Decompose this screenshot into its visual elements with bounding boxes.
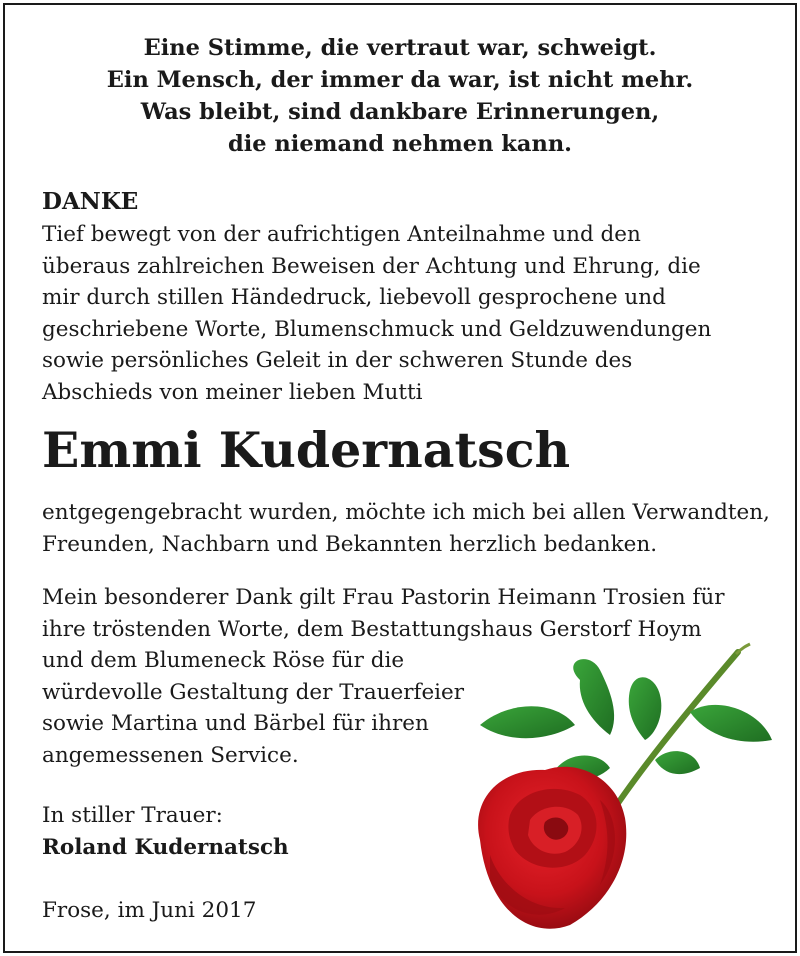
poem-line: Eine Stimme, die vertraut war, schweigt. bbox=[143, 35, 657, 61]
text-line: sowie persönliches Geleit in der schweren Stunde des bbox=[42, 348, 633, 373]
text-line: Mein besonderer Dank gilt Frau Pastorin Heimann Trosien für bbox=[42, 585, 725, 610]
text-line: geschriebene Worte, Blumenschmuck und Geldzuwendungen bbox=[42, 316, 712, 342]
poem-line: die niemand nehmen kann. bbox=[227, 131, 573, 157]
closing-text: In stiller Trauer: bbox=[42, 803, 223, 828]
poem-line: Ein Mensch, der immer da war, ist nicht mehr. bbox=[106, 67, 694, 93]
thanks-continuation bbox=[42, 497, 770, 560]
memorial-poem bbox=[0, 32, 800, 160]
red-rose-icon bbox=[460, 640, 780, 946]
text-line: entgegengebracht wurden, möchte ich mich bei allen Verwandten, bbox=[42, 500, 770, 525]
thanks-heading: DANKE bbox=[42, 188, 139, 215]
text-line: Abschieds von meiner lieben Mutti bbox=[42, 379, 423, 405]
deceased-name: Emmi Kudernatsch bbox=[42, 421, 571, 479]
text-line: und dem Blumeneck Röse für die bbox=[42, 648, 405, 673]
text-line: überaus zahlreichen Beweisen der Achtung und Ehrung, die bbox=[42, 253, 701, 279]
text-line: angemessenen Service. bbox=[42, 742, 299, 768]
place-date: Frose, im Juni 2017 bbox=[42, 898, 257, 923]
text-line: mir durch stillen Händedruck, liebevoll gesprochene und bbox=[42, 285, 666, 310]
thanks-intro bbox=[42, 219, 711, 408]
signature-block bbox=[42, 800, 289, 863]
text-line: Tief bewegt von der aufrichtigen Anteilnahme und den bbox=[42, 222, 641, 247]
text-line: ihre tröstenden Worte, dem Bestattungshaus Gerstorf Hoym bbox=[42, 616, 702, 642]
text-line: Freunden, Nachbarn und Bekannten herzlich bedanken. bbox=[42, 531, 658, 557]
poem-line: Was bleibt, sind dankbare Erinnerungen, bbox=[140, 99, 660, 125]
text-line: würdevolle Gestaltung der Trauerfeier bbox=[42, 679, 465, 705]
signer-name: Roland Kudernatsch bbox=[42, 834, 289, 860]
text-line: sowie Martina und Bärbel für ihren bbox=[42, 711, 429, 736]
